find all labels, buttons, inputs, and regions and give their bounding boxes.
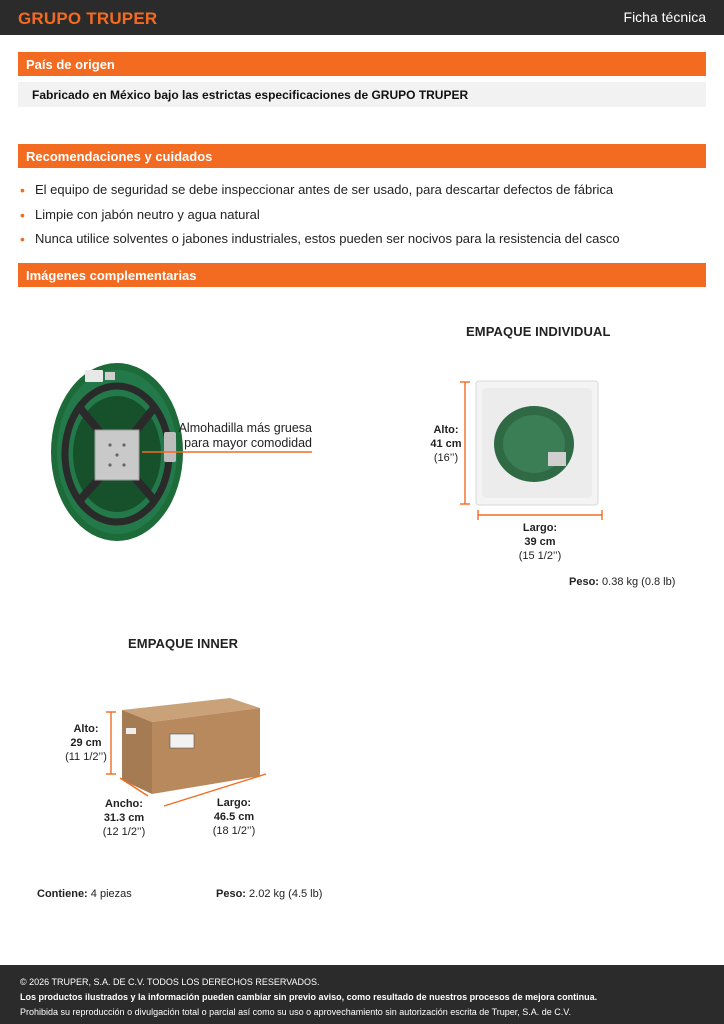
list-item: • Limpie con jabón neutro y agua natural (18, 203, 708, 228)
images-heading: Imágenes complementarias (18, 263, 706, 287)
bullet-icon: • (20, 206, 25, 223)
list-item: • El equipo de seguridad se debe inspeccionar antes de ser usado, para descartar defectos de fábrica (18, 178, 708, 203)
individual-height-label: Alto: 41 cm (16’’) (430, 424, 462, 464)
cushion-callout: Almohadilla más gruesa para mayor comodidad (178, 421, 312, 450)
origin-text: Fabricado en México bajo las estrictas especificaciones de GRUPO TRUPER (18, 82, 706, 107)
helmet-image (50, 360, 320, 545)
footer-copyright: © 2026 TRUPER, S.A. DE C.V. TODOS LOS DERECHOS RESERVADOS. (20, 977, 320, 987)
inner-package-title: EMPAQUE INNER (128, 636, 239, 651)
brand-logo: GRUPO TRUPER (18, 9, 158, 28)
inner-contents: Contiene: 4 piezas (37, 888, 132, 900)
individual-package-title: EMPAQUE INDIVIDUAL (466, 324, 611, 339)
footer (0, 965, 724, 1024)
care-heading: Recomendaciones y cuidados (18, 144, 706, 168)
inner-box-image (100, 692, 272, 810)
inner-length-label: Largo: 46.5 cm (18 1/2’’) (212, 797, 256, 837)
bullet-icon: • (20, 182, 25, 198)
inner-width-label: Ancho: 31.3 cm (12 1/2’’) (102, 798, 146, 838)
list-item: • Nunca utilice solventes o jabones industriales, estos pueden ser nocivos para la resistencia del casco (18, 227, 708, 252)
inner-height-label: Alto: 29 cm (11 1/2’’) (65, 723, 107, 763)
individual-weight: Peso: 0.38 kg (0.8 lb) (569, 576, 676, 588)
top-bar (0, 0, 724, 35)
footer-notice: Los productos ilustrados y la información pueden cambiar sin previo aviso, como resultado de nuestros procesos de mejora continua. (20, 992, 598, 1002)
bullet-icon: • (20, 231, 25, 247)
origin-heading: País de origen (18, 52, 706, 76)
footer-legal: Prohibida su reproducción o divulgación total o parcial así como su uso o aprovechamiento sin autorización escrita de Truper, S.A. de C.V. (20, 1007, 571, 1017)
inner-weight: Peso: 2.02 kg (4.5 lb) (216, 888, 323, 900)
individual-length-label: Largo: 39 cm (15 1/2’’) (518, 522, 562, 562)
individual-package-image (456, 376, 616, 524)
care-list (18, 178, 708, 252)
document-title: Ficha técnica (623, 9, 706, 25)
